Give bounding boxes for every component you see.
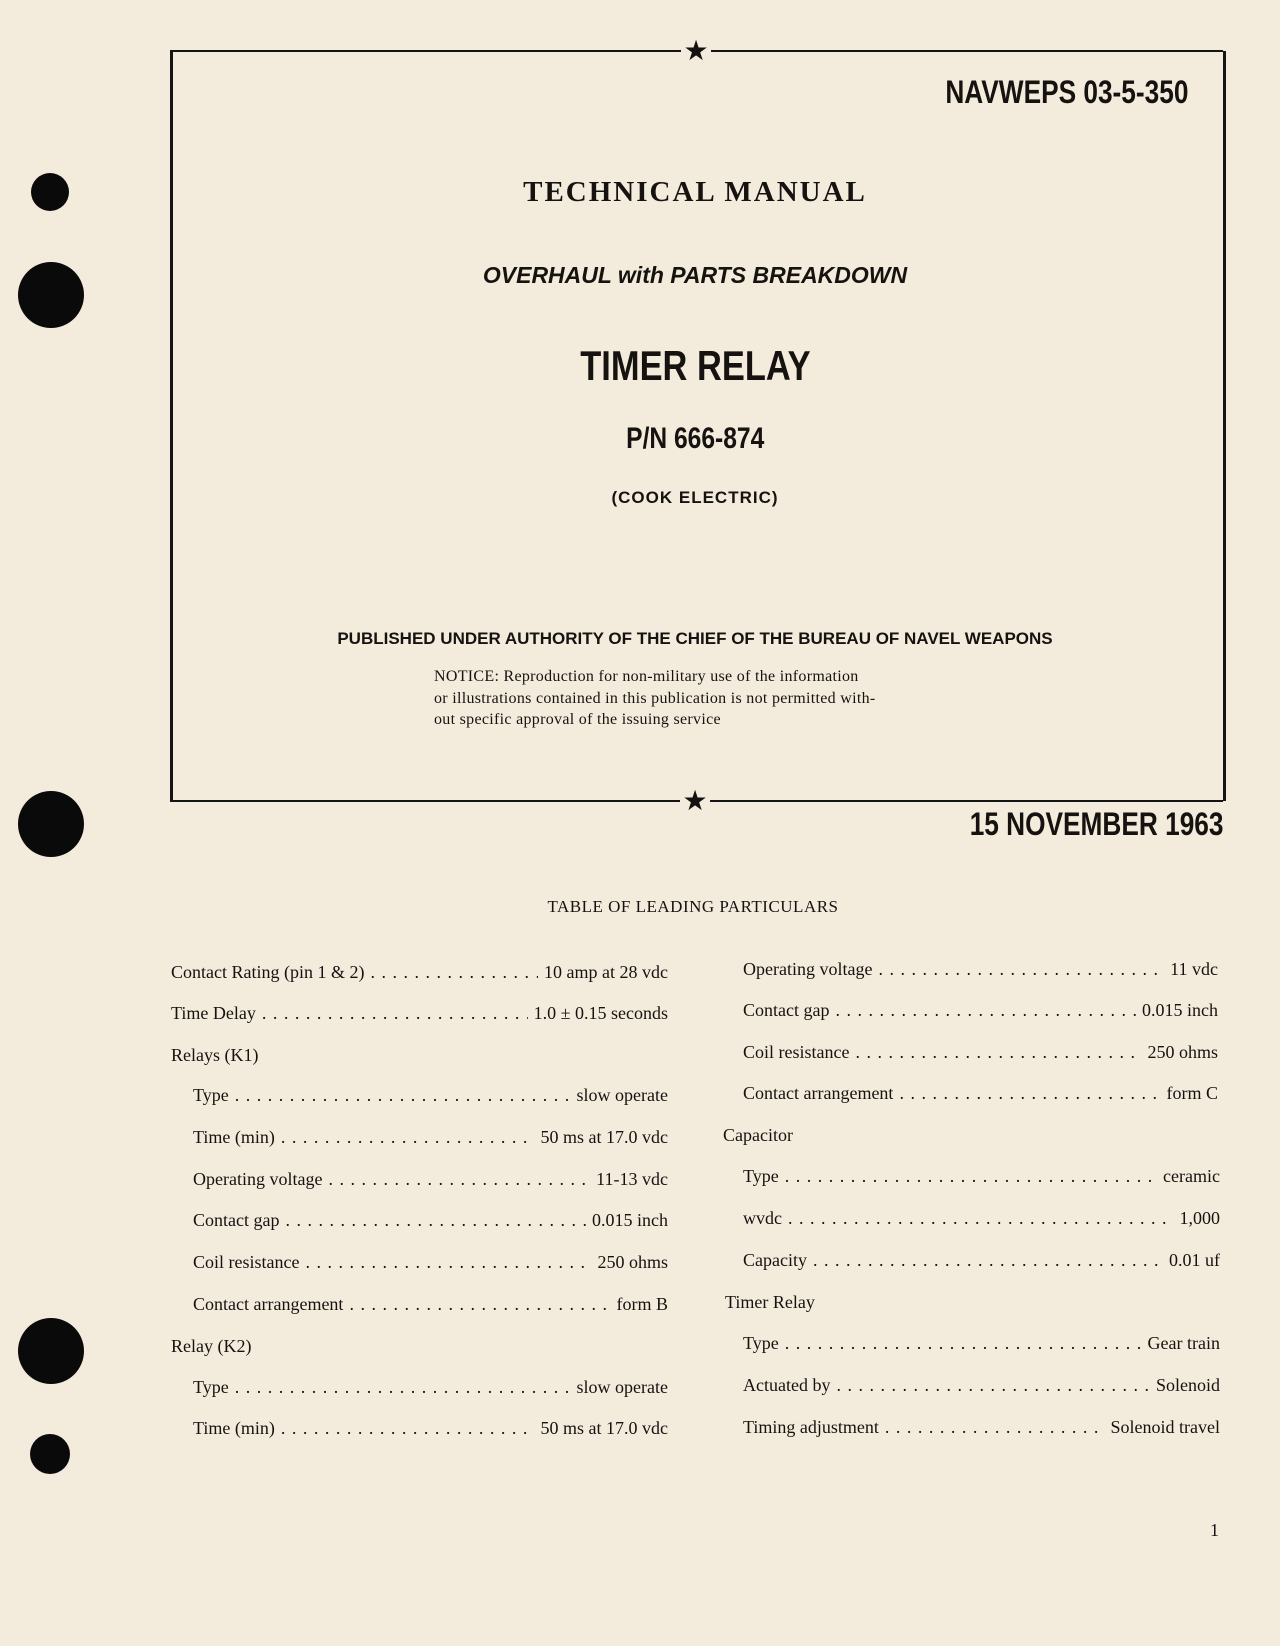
notice-text [434, 666, 964, 731]
authority-statement: PUBLISHED UNDER AUTHORITY OF THE CHIEF OF THE BUREAU OF NAVEL WEAPONS [337, 629, 1053, 648]
table-row: Coil resistance . . . 250 ohms [193, 1252, 668, 1276]
star-icon: ★ [681, 37, 711, 65]
binder-hole [31, 173, 69, 211]
table-row: Contact gap . . . 0.015 inch [193, 1210, 668, 1234]
star-icon: ★ [680, 787, 710, 815]
binder-hole [18, 791, 84, 857]
table-row: Timing adjustment . . . Solenoid travel [743, 1417, 1220, 1441]
table-row: Contact Rating (pin 1 & 2) . . . 10 amp at 28 vdc [171, 962, 668, 986]
document-number: NAVWEPS 03-5-350 [944, 74, 1188, 110]
table-row: Coil resistance . . . 250 ohms [743, 1042, 1218, 1066]
binder-hole [18, 1318, 84, 1384]
notice-line: or illustrations contained in this publication is not permitted with- [434, 689, 876, 707]
page-number: 1 [1210, 1520, 1219, 1540]
manual-title: TECHNICAL MANUAL [523, 176, 867, 208]
table-row: Operating voltage . . . 11 vdc [743, 959, 1218, 983]
table-row: wvdc . . . 1,000 [743, 1208, 1220, 1232]
table-row: Contact arrangement . . . form C [743, 1083, 1218, 1107]
table-row: Contact gap . . . 0.015 inch [743, 1000, 1218, 1024]
notice-line: out specific approval of the issuing service [434, 711, 721, 728]
table-row: Time (min) . . . 50 ms at 17.0 vdc [193, 1418, 668, 1442]
table-row: Actuated by . . . Solenoid [743, 1375, 1220, 1399]
table-title: TABLE OF LEADING PARTICULARS [547, 897, 839, 916]
table-row: Type . . . slow operate [193, 1377, 668, 1401]
section-heading: Capacitor [723, 1125, 793, 1145]
section-heading: Relay (K2) [171, 1336, 252, 1356]
table-row: Type . . . slow operate [193, 1085, 668, 1109]
section-heading: Relays (K1) [171, 1045, 259, 1065]
section-heading: Timer Relay [725, 1292, 815, 1312]
item-name: TIMER RELAY [579, 342, 811, 389]
notice-line: NOTICE: Reproduction for non-military use of the information [434, 668, 859, 685]
manufacturer: (COOK ELECTRIC) [611, 488, 779, 507]
table-row: Contact arrangement . . . form B [193, 1294, 668, 1318]
table-row: Type . . . ceramic [743, 1166, 1220, 1190]
table-row: Operating voltage . . . 11-13 vdc [193, 1169, 668, 1193]
part-number: P/N 666-874 [625, 422, 765, 455]
table-row: Time Delay . . . 1.0 ± 0.15 seconds [171, 1003, 668, 1027]
table-row: Type . . . Gear train [743, 1333, 1220, 1357]
table-row: Capacity . . . 0.01 uf [743, 1250, 1220, 1274]
publication-date: 15 NOVEMBER 1963 [969, 806, 1223, 842]
binder-hole [18, 262, 84, 328]
subtitle: OVERHAUL with PARTS BREAKDOWN [482, 262, 908, 288]
binder-hole [30, 1434, 70, 1474]
table-row: Time (min) . . . 50 ms at 17.0 vdc [193, 1127, 668, 1151]
